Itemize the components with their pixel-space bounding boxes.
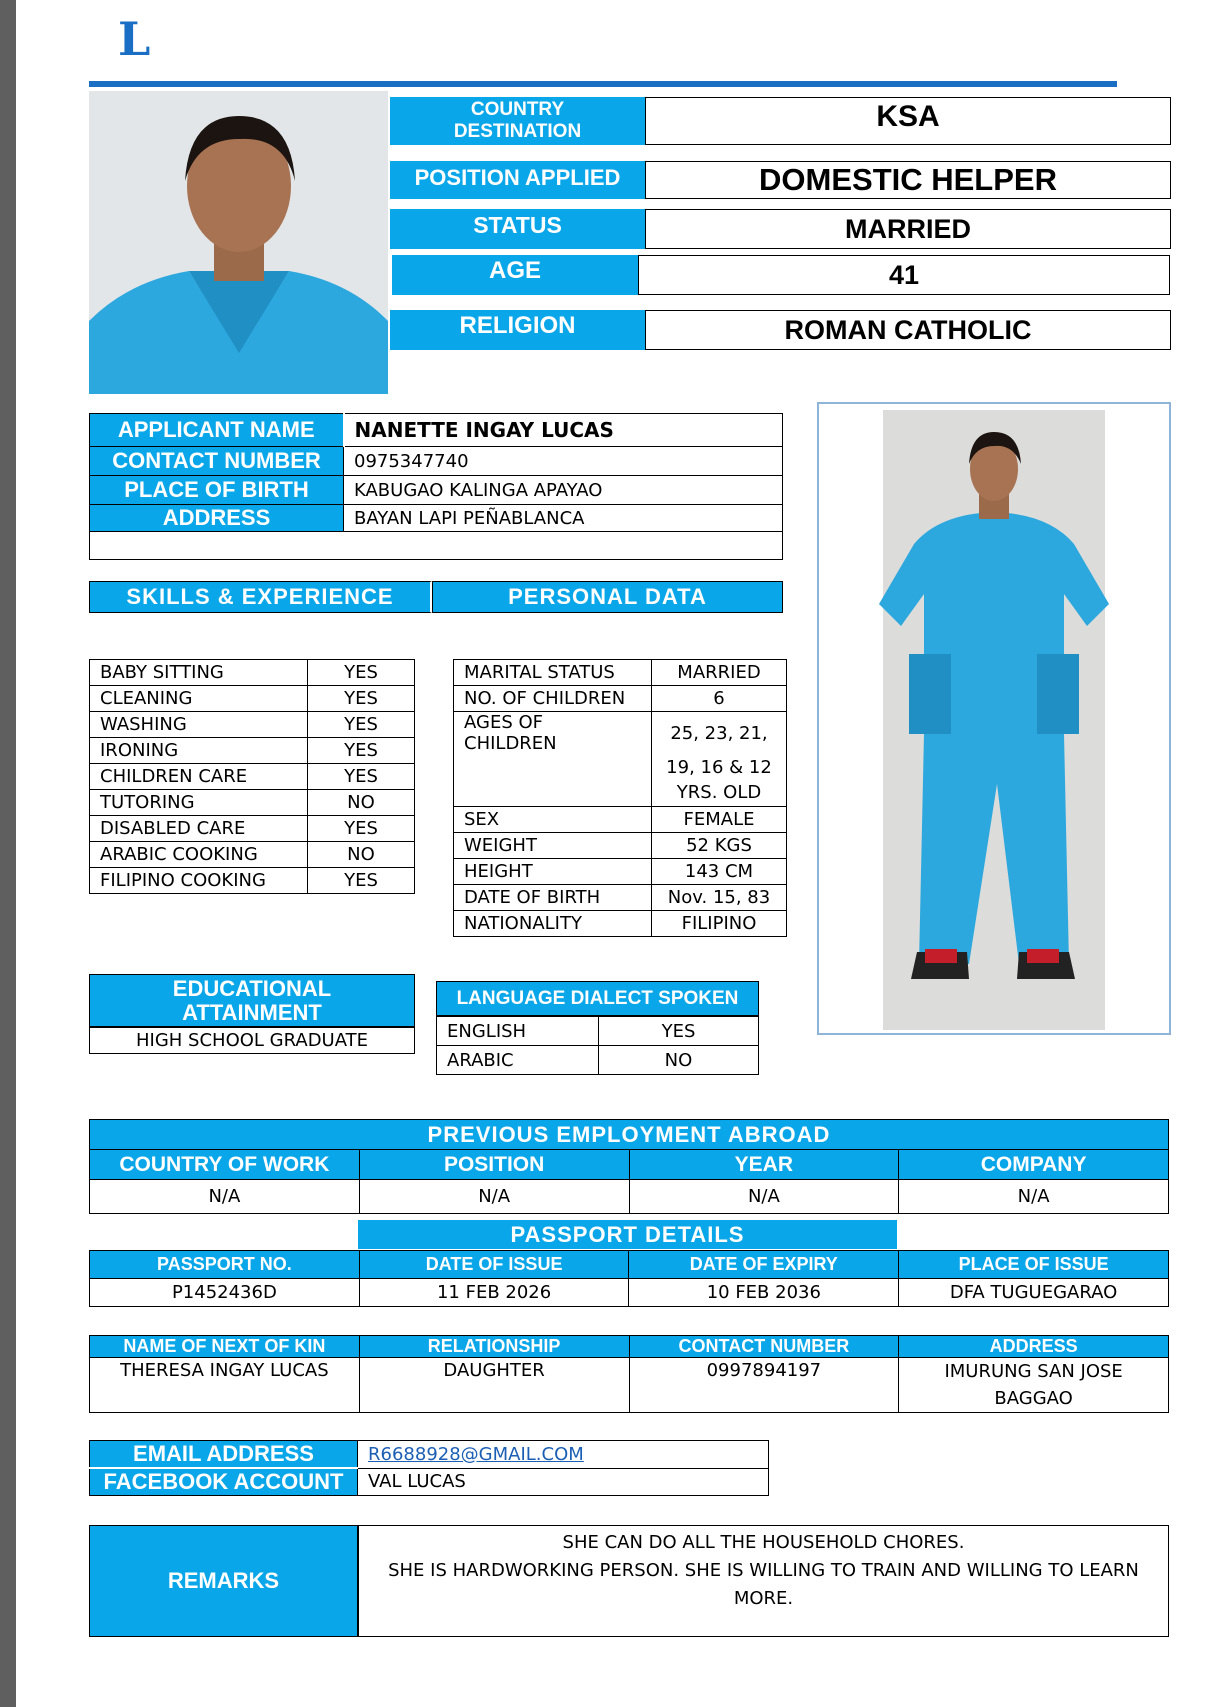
skill-name: IRONING [90, 738, 308, 764]
age-label: AGE [392, 255, 638, 295]
personal-value: 19, 16 & 12 [652, 754, 787, 780]
personal-label [454, 780, 652, 806]
employment-year-value: N/A [629, 1180, 899, 1214]
country-destination-label: COUNTRY DESTINATION [390, 97, 645, 145]
passport-issue-value: 11 FEB 2026 [359, 1279, 629, 1307]
applicant-name-value: NANETTE INGAY LUCAS [344, 414, 783, 447]
next-of-kin-table [89, 1335, 1169, 1413]
skill-value: NO [308, 842, 415, 868]
language-value: NO [599, 1046, 759, 1075]
personal-row [454, 806, 787, 832]
personal-value: MARRIED [652, 660, 787, 686]
personal-label: AGES OF CHILDREN [454, 712, 652, 755]
country-destination-value: KSA [645, 97, 1171, 145]
kin-relationship-value: DAUGHTER [359, 1358, 629, 1413]
personal-row [454, 780, 787, 806]
contact-number-value: 0975347740 [344, 447, 783, 476]
employment-header-position: POSITION [359, 1150, 629, 1180]
personal-label: SEX [454, 806, 652, 832]
kin-name-value: THERESA INGAY LUCAS [90, 1358, 360, 1413]
skill-value: NO [308, 790, 415, 816]
language-table [436, 1016, 759, 1075]
applicant-portrait-photo [89, 91, 388, 394]
email-link[interactable]: R6688928@GMAIL.COM [358, 1441, 769, 1469]
personal-row [454, 660, 787, 686]
passport-number-value: P1452436D [90, 1279, 360, 1307]
personal-value: FILIPINO [652, 910, 787, 936]
remarks-label: REMARKS [89, 1525, 358, 1637]
personal-label: WEIGHT [454, 832, 652, 858]
applicant-info-table [89, 413, 783, 560]
language-name: ENGLISH [437, 1017, 599, 1046]
remarks-line3: MORE. [733, 1588, 794, 1609]
skill-row [90, 686, 415, 712]
passport-header-place: PLACE OF ISSUE [899, 1251, 1169, 1279]
status-label: STATUS [390, 209, 645, 249]
employment-country-value: N/A [90, 1180, 360, 1214]
agency-logo: L [118, 12, 151, 66]
personal-label [454, 754, 652, 780]
education-title [89, 974, 415, 1027]
personal-label: HEIGHT [454, 858, 652, 884]
header-rule [89, 81, 1117, 87]
place-of-birth-value: KABUGAO KALINGA APAYAO [344, 476, 783, 505]
kin-header-address: ADDRESS [899, 1336, 1169, 1358]
skill-row [90, 660, 415, 686]
skill-name: CLEANING [90, 686, 308, 712]
skills-table [89, 659, 415, 894]
age-value: 41 [638, 255, 1170, 295]
skill-name: WASHING [90, 712, 308, 738]
personal-row [454, 754, 787, 780]
skill-value: YES [308, 712, 415, 738]
personal-value: 52 KGS [652, 832, 787, 858]
status-value: MARRIED [645, 209, 1171, 249]
kin-address-value [899, 1358, 1169, 1413]
personal-row [454, 712, 787, 755]
skill-value: YES [308, 738, 415, 764]
passport-header-issue: DATE OF ISSUE [359, 1251, 629, 1279]
personal-value: YRS. OLD [652, 780, 787, 806]
contact-number-label: CONTACT NUMBER [90, 447, 344, 476]
passport-table [89, 1250, 1169, 1307]
skill-name: ARABIC COOKING [90, 842, 308, 868]
skill-row [90, 842, 415, 868]
position-applied-value: DOMESTIC HELPER [645, 161, 1171, 199]
personal-label: NO. OF CHILDREN [454, 686, 652, 712]
kin-header-name: NAME OF NEXT OF KIN [90, 1336, 360, 1358]
employment-position-value: N/A [359, 1180, 629, 1214]
personal-label: DATE OF BIRTH [454, 884, 652, 910]
skill-value: YES [308, 868, 415, 894]
skill-value: YES [308, 686, 415, 712]
skill-row [90, 868, 415, 894]
education-value: HIGH SCHOOL GRADUATE [89, 1027, 415, 1054]
skill-name: FILIPINO COOKING [90, 868, 308, 894]
skill-name: TUTORING [90, 790, 308, 816]
address-value: BAYAN LAPI PEÑABLANCA [344, 505, 783, 532]
address-label: ADDRESS [90, 505, 344, 532]
facebook-value: VAL LUCAS [358, 1468, 769, 1496]
personal-row [454, 686, 787, 712]
language-row [437, 1046, 759, 1075]
employment-header-country: COUNTRY OF WORK [90, 1150, 360, 1180]
kin-header-contact: CONTACT NUMBER [629, 1336, 899, 1358]
language-value: YES [599, 1017, 759, 1046]
applicant-name-label: APPLICANT NAME [90, 414, 344, 447]
applicant-full-body-photo [817, 402, 1171, 1035]
place-of-birth-label: PLACE OF BIRTH [90, 476, 344, 505]
remarks-text [358, 1525, 1169, 1637]
skill-value: YES [308, 764, 415, 790]
personal-label: MARITAL STATUS [454, 660, 652, 686]
kin-address-line1: IMURUNG SAN JOSE [944, 1361, 1123, 1382]
skill-name: BABY SITTING [90, 660, 308, 686]
skill-row [90, 790, 415, 816]
skill-row [90, 712, 415, 738]
employment-header-company: COMPANY [899, 1150, 1169, 1180]
personal-value: 6 [652, 686, 787, 712]
passport-title: PASSPORT DETAILS [358, 1220, 897, 1249]
skill-name: DISABLED CARE [90, 816, 308, 842]
passport-expiry-value: 10 FEB 2036 [629, 1279, 899, 1307]
left-margin-bar [0, 0, 16, 1707]
email-label: EMAIL ADDRESS [90, 1441, 358, 1469]
skills-section-title: SKILLS & EXPERIENCE [89, 581, 432, 613]
language-name: ARABIC [437, 1046, 599, 1075]
skill-value: YES [308, 816, 415, 842]
skill-value: YES [308, 660, 415, 686]
kin-contact-value: 0997894197 [629, 1358, 899, 1413]
personal-value: FEMALE [652, 806, 787, 832]
skill-name: CHILDREN CARE [90, 764, 308, 790]
personal-value: Nov. 15, 83 [652, 884, 787, 910]
personal-value: 25, 23, 21, [652, 712, 787, 755]
personal-data-table [453, 659, 787, 937]
employment-company-value: N/A [899, 1180, 1169, 1214]
passport-header-number: PASSPORT NO. [90, 1251, 360, 1279]
skill-row [90, 738, 415, 764]
remarks-line1: SHE CAN DO ALL THE HOUSEHOLD CHORES. [562, 1532, 965, 1553]
position-applied-label: POSITION APPLIED [390, 161, 645, 199]
kin-address-line2: BAGGAO [994, 1388, 1073, 1409]
religion-value: ROMAN CATHOLIC [645, 310, 1171, 350]
personal-value: 143 CM [652, 858, 787, 884]
education-title-line2: ATTAINMENT [182, 999, 322, 1025]
employment-table [89, 1119, 1169, 1214]
education-title-line1: EDUCATIONAL [172, 975, 332, 1001]
passport-header-expiry: DATE OF EXPIRY [629, 1251, 899, 1279]
kin-header-relationship: RELATIONSHIP [359, 1336, 629, 1358]
blank-row [90, 532, 783, 560]
personal-row [454, 832, 787, 858]
language-title: LANGUAGE DIALECT SPOKEN [436, 981, 759, 1016]
passport-place-value: DFA TUGUEGARAO [899, 1279, 1169, 1307]
personal-row [454, 858, 787, 884]
skill-row [90, 816, 415, 842]
personal-data-section-title: PERSONAL DATA [432, 581, 783, 613]
religion-label: RELIGION [390, 310, 645, 350]
facebook-label: FACEBOOK ACCOUNT [90, 1468, 358, 1496]
personal-row [454, 884, 787, 910]
employment-header-year: YEAR [629, 1150, 899, 1180]
remarks-line2: SHE IS HARDWORKING PERSON. SHE IS WILLING TO TRAIN AND WILLING TO LEARN [388, 1560, 1139, 1581]
employment-title: PREVIOUS EMPLOYMENT ABROAD [90, 1120, 1169, 1150]
skill-row [90, 764, 415, 790]
personal-label: NATIONALITY [454, 910, 652, 936]
personal-row [454, 910, 787, 936]
online-contact-table [89, 1440, 769, 1496]
language-row [437, 1017, 759, 1046]
